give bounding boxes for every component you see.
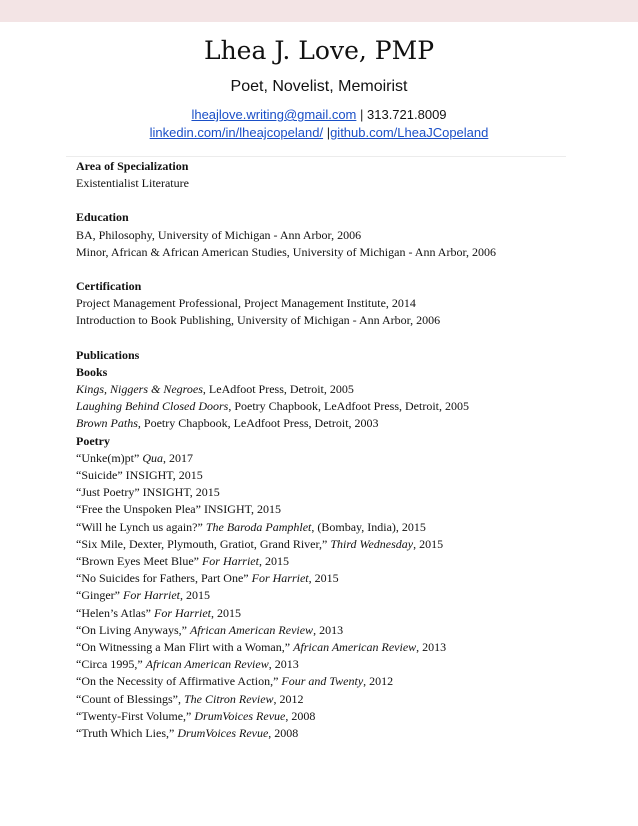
book-title: Kings, Niggers & Negroes bbox=[76, 382, 203, 397]
poem-title: “Count of Blessings”, bbox=[76, 691, 184, 706]
publication-details: , 2015 bbox=[413, 536, 444, 551]
poem-entry bbox=[76, 639, 596, 656]
poem-entry bbox=[76, 467, 596, 484]
email-link[interactable]: lheajlove.writing@gmail.com bbox=[191, 107, 357, 122]
publications-section bbox=[76, 347, 596, 743]
poem-entry bbox=[76, 656, 596, 673]
publication-name: For Harriet bbox=[153, 605, 211, 620]
book-details: , Poetry Chapbook, LeAdfoot Press, Detroit, 2005 bbox=[228, 399, 469, 414]
education-section bbox=[76, 209, 596, 261]
publication-name: Qua bbox=[142, 450, 163, 465]
education-entry: BA, Philosophy, University of Michigan - Ann Arbor, 2006 bbox=[76, 227, 362, 242]
publication-details: , 2013 bbox=[268, 657, 299, 672]
publication-details: , 2012 bbox=[363, 674, 394, 689]
publication-details: , 2013 bbox=[416, 640, 447, 655]
github-link[interactable]: github.com/LheaJCopeland bbox=[330, 125, 489, 140]
publication-name: Third Wednesday bbox=[330, 536, 414, 551]
contact-line-1 bbox=[0, 106, 638, 124]
header-divider bbox=[66, 156, 566, 157]
poem-title: “On Living Anyways,” bbox=[76, 622, 190, 637]
publication-details: , 2015 bbox=[258, 554, 289, 569]
poem-entry bbox=[76, 570, 596, 587]
poem-entry bbox=[76, 691, 596, 708]
specialization-section bbox=[76, 158, 596, 192]
publication-name: DrumVoices Revue bbox=[194, 708, 286, 723]
publication-name: For Harriet bbox=[201, 554, 259, 569]
resume-body bbox=[76, 158, 596, 759]
publication-details: , (Bombay, India), 2015 bbox=[311, 519, 426, 534]
poem-entry bbox=[76, 484, 596, 501]
poem-entry bbox=[76, 536, 596, 553]
publication-name: For Harriet bbox=[251, 571, 309, 586]
contact-line-2 bbox=[0, 124, 638, 142]
poem-title: “Brown Eyes Meet Blue” bbox=[76, 554, 202, 569]
book-title: Brown Paths bbox=[76, 416, 138, 431]
poem-title: “Suicide” INSIGHT, 2015 bbox=[76, 468, 203, 483]
publication-details: , 2017 bbox=[162, 450, 193, 465]
publication-name: For Harriet bbox=[122, 588, 180, 603]
poem-entry bbox=[76, 501, 596, 518]
poem-entry bbox=[76, 622, 596, 639]
book-details: , LeAdfoot Press, Detroit, 2005 bbox=[202, 382, 354, 397]
author-name: Lhea J. Love, PMP bbox=[203, 36, 435, 65]
education-entry: Minor, African & African American Studies, University of Michigan - Ann Arbor, 2006 bbox=[76, 244, 496, 259]
top-band bbox=[0, 0, 638, 22]
section-heading: Publications bbox=[76, 347, 140, 362]
publication-name: African American Review bbox=[189, 622, 314, 637]
poem-entry bbox=[76, 450, 596, 467]
contact-info bbox=[0, 106, 638, 142]
section-heading: Education bbox=[76, 210, 129, 225]
poem-title: “Free the Unspoken Plea” INSIGHT, 2015 bbox=[76, 502, 282, 517]
section-heading: Certification bbox=[76, 279, 142, 294]
poem-title: “Helen’s Atlas” bbox=[76, 605, 154, 620]
poem-title: “On the Necessity of Affirmative Action,” bbox=[76, 674, 282, 689]
poem-entry bbox=[76, 519, 596, 536]
subsection-heading-books: Books bbox=[76, 364, 108, 379]
poem-entry bbox=[76, 708, 596, 725]
poem-title: “Will he Lynch us again?” bbox=[76, 519, 206, 534]
publication-details: , 2008 bbox=[285, 708, 316, 723]
publication-name: Four and Twenty bbox=[281, 674, 364, 689]
books-list bbox=[76, 381, 596, 433]
poem-title: “No Suicides for Fathers, Part One” bbox=[76, 571, 252, 586]
poem-entry bbox=[76, 587, 596, 604]
book-title: Laughing Behind Closed Doors bbox=[76, 399, 229, 414]
poem-entry bbox=[76, 605, 596, 622]
linkedin-link[interactable]: linkedin.com/in/lheajcopeland/ bbox=[149, 125, 324, 140]
resume-header bbox=[0, 35, 638, 142]
certification-entry: Introduction to Book Publishing, University of Michigan - Ann Arbor, 2006 bbox=[76, 313, 441, 328]
publication-name: The Citron Review bbox=[184, 691, 274, 706]
publication-details: , 2015 bbox=[210, 605, 241, 620]
specialization-text: Existentialist Literature bbox=[76, 176, 189, 191]
publication-details: , 2015 bbox=[308, 571, 339, 586]
phone-number: 313.721.8009 bbox=[367, 107, 447, 122]
author-tagline: Poet, Novelist, Memoirist bbox=[230, 78, 408, 95]
publication-details: , 2013 bbox=[313, 622, 344, 637]
poem-entry bbox=[76, 725, 596, 742]
poem-title: “Truth Which Lies,” bbox=[76, 726, 178, 741]
poem-title: “Six Mile, Dexter, Plymouth, Gratiot, Grand River,” bbox=[76, 536, 331, 551]
poem-entry bbox=[76, 673, 596, 690]
poem-title: “Circa 1995,” bbox=[76, 657, 146, 672]
certification-section bbox=[76, 278, 596, 330]
section-heading: Area of Specialization bbox=[76, 159, 189, 173]
book-details: , Poetry Chapbook, LeAdfoot Press, Detroit, 2003 bbox=[137, 416, 379, 431]
poem-title: “Ginger” bbox=[76, 588, 123, 603]
publication-name: DrumVoices Revue bbox=[177, 726, 269, 741]
certification-entry: Project Management Professional, Project Management Institute, 2014 bbox=[76, 296, 416, 311]
publication-details: , 2008 bbox=[268, 726, 299, 741]
publication-details: , 2012 bbox=[273, 691, 304, 706]
poem-title: “Unke(m)pt” bbox=[76, 450, 143, 465]
book-entry bbox=[76, 415, 596, 432]
publication-name: African American Review bbox=[293, 640, 417, 655]
separator: | bbox=[323, 125, 331, 140]
separator: | bbox=[356, 107, 367, 122]
book-entry bbox=[76, 381, 596, 398]
subsection-heading-poetry: Poetry bbox=[76, 433, 110, 448]
poem-entry bbox=[76, 553, 596, 570]
publication-details: , 2015 bbox=[179, 588, 210, 603]
poem-title: “On Witnessing a Man Flirt with a Woman,” bbox=[76, 640, 294, 655]
poem-title: “Just Poetry” INSIGHT, 2015 bbox=[76, 485, 220, 500]
publication-name: African American Review bbox=[145, 657, 269, 672]
book-entry bbox=[76, 398, 596, 415]
publication-name: The Baroda Pamphlet bbox=[205, 519, 312, 534]
poetry-list bbox=[76, 450, 596, 742]
poem-title: “Twenty-First Volume,” bbox=[76, 708, 195, 723]
